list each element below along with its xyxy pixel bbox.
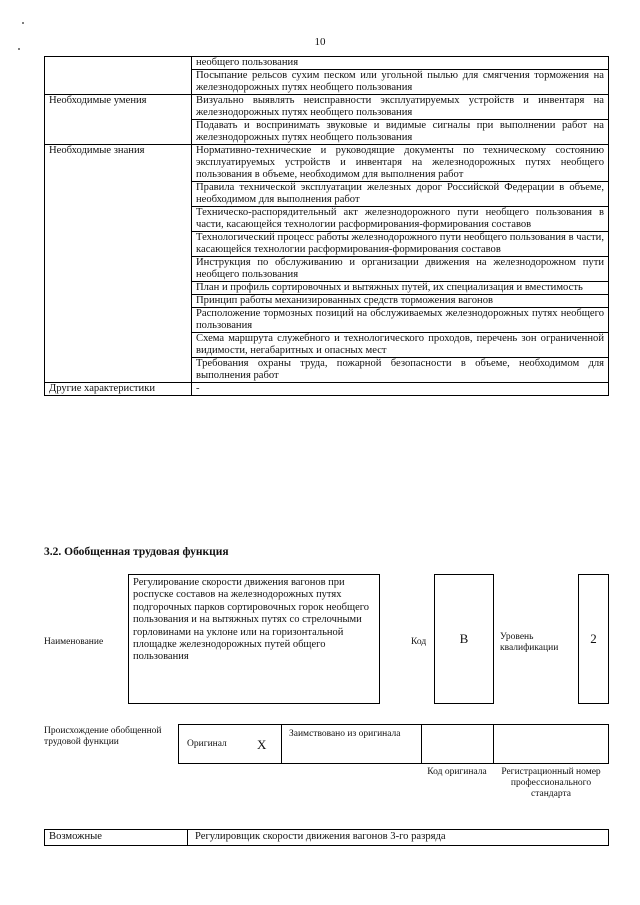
reg-number-caption: Регистрационный номер профессионального стандарта [501, 767, 601, 799]
row-description: - [192, 383, 609, 396]
column-divider [187, 830, 188, 845]
name-label: Наименование [44, 637, 104, 647]
row-description: Схема маршрута служебного и технологического проходов, перечень зон ограниченной видимости, негабаритных и опасных мест [192, 333, 609, 358]
table-row [45, 95, 609, 120]
row-description: Инструкция по обслуживанию и организации движения на железнодорожном пути необщего пользования [192, 257, 609, 282]
code-original-caption: Код оригинала [427, 767, 487, 777]
row-description: Технологический процесс работы железнодорожного пути необщего пользования в части, касающейся технологии расформирования-формирования составов [192, 232, 609, 257]
row-description: Подавать и воспринимать звуковые и видимые сигналы при выполнении работ на железнодорожных путях необщего пользования [192, 120, 609, 145]
origin-label: Происхождение обобщенной трудовой функции [44, 726, 162, 747]
row-label-knowledge: Необходимые знания [45, 145, 192, 383]
row-description: Расположение тормозных позиций на обслуживаемых железнодорожных путях необщего пользования [192, 308, 609, 333]
code-original-cell [421, 724, 493, 764]
row-description: Требования охраны труда, пожарной безопасности в объеме, необходимом для выполнения работ [192, 358, 609, 383]
possible-positions-row [44, 829, 609, 846]
row-description: Правила технической эксплуатации железных дорог Российской Федерации в объеме, необходимом для выполнения работ [192, 182, 609, 207]
row-description: Посыпание рельсов сухим песком или угольной пылью для смягчения торможения на железнодорожных путях необщего пользования [192, 70, 609, 95]
possible-positions-value: Регулировщик скорости движения вагонов 3-го разряда [195, 831, 446, 842]
code-box: В [434, 574, 494, 704]
qualification-level-label: Уровень квалификации [500, 632, 559, 653]
row-label-other: Другие характеристики [45, 383, 192, 396]
scan-speck [22, 22, 24, 24]
requirements-table [44, 56, 609, 396]
original-mark: X [257, 737, 267, 752]
scan-speck [18, 48, 20, 50]
code-label: Код [411, 637, 427, 647]
possible-positions-label: Возможные [49, 831, 102, 842]
row-description: Принцип работы механизированных средств торможения вагонов [192, 295, 609, 308]
row-description: План и профиль сортировочных и вытяжных путей, их специализация и вместимость [192, 282, 609, 295]
row-description: Нормативно-технические и руководящие документы по техническому состоянию эксплуатируемых устройств и инвентаря на железнодорожных путях необщего пользования в объеме, необходимом для выполнения работ [192, 145, 609, 182]
row-description: Техническо-распорядительный акт железнодорожного пути необщего пользования в части, касающейся технологии расформирования-формирования составов [192, 207, 609, 232]
original-label: Оригинал [187, 739, 227, 749]
borrowed-cell: Заимствовано из оригинала [281, 724, 421, 764]
qualification-level-box: 2 [578, 574, 609, 704]
table-row [45, 57, 609, 70]
reg-number-cell [493, 724, 609, 764]
section-title: 3.2. Обобщенная трудовая функция [44, 546, 229, 558]
page-number: 10 [314, 36, 326, 48]
row-label-skills: Необходимые умения [45, 95, 192, 145]
function-name-box: Регулирование скорости движения вагонов при роспуске составов на железнодорожных путях подгорочных парков сортировочных горок необщего пользования и на вытяжных путях со стрелочными горловинами на уклоне или на горизонтальной площадке железнодорожных путей общего пользования [128, 574, 380, 704]
row-label [45, 57, 192, 95]
row-description: Визуально выявлять неисправности эксплуатируемых устройств и инвентаря на железнодорожных путях необщего пользования [192, 95, 609, 120]
original-cell [178, 724, 281, 764]
table-row [45, 145, 609, 182]
row-description: необщего пользования [192, 57, 609, 70]
table-row [45, 383, 609, 396]
